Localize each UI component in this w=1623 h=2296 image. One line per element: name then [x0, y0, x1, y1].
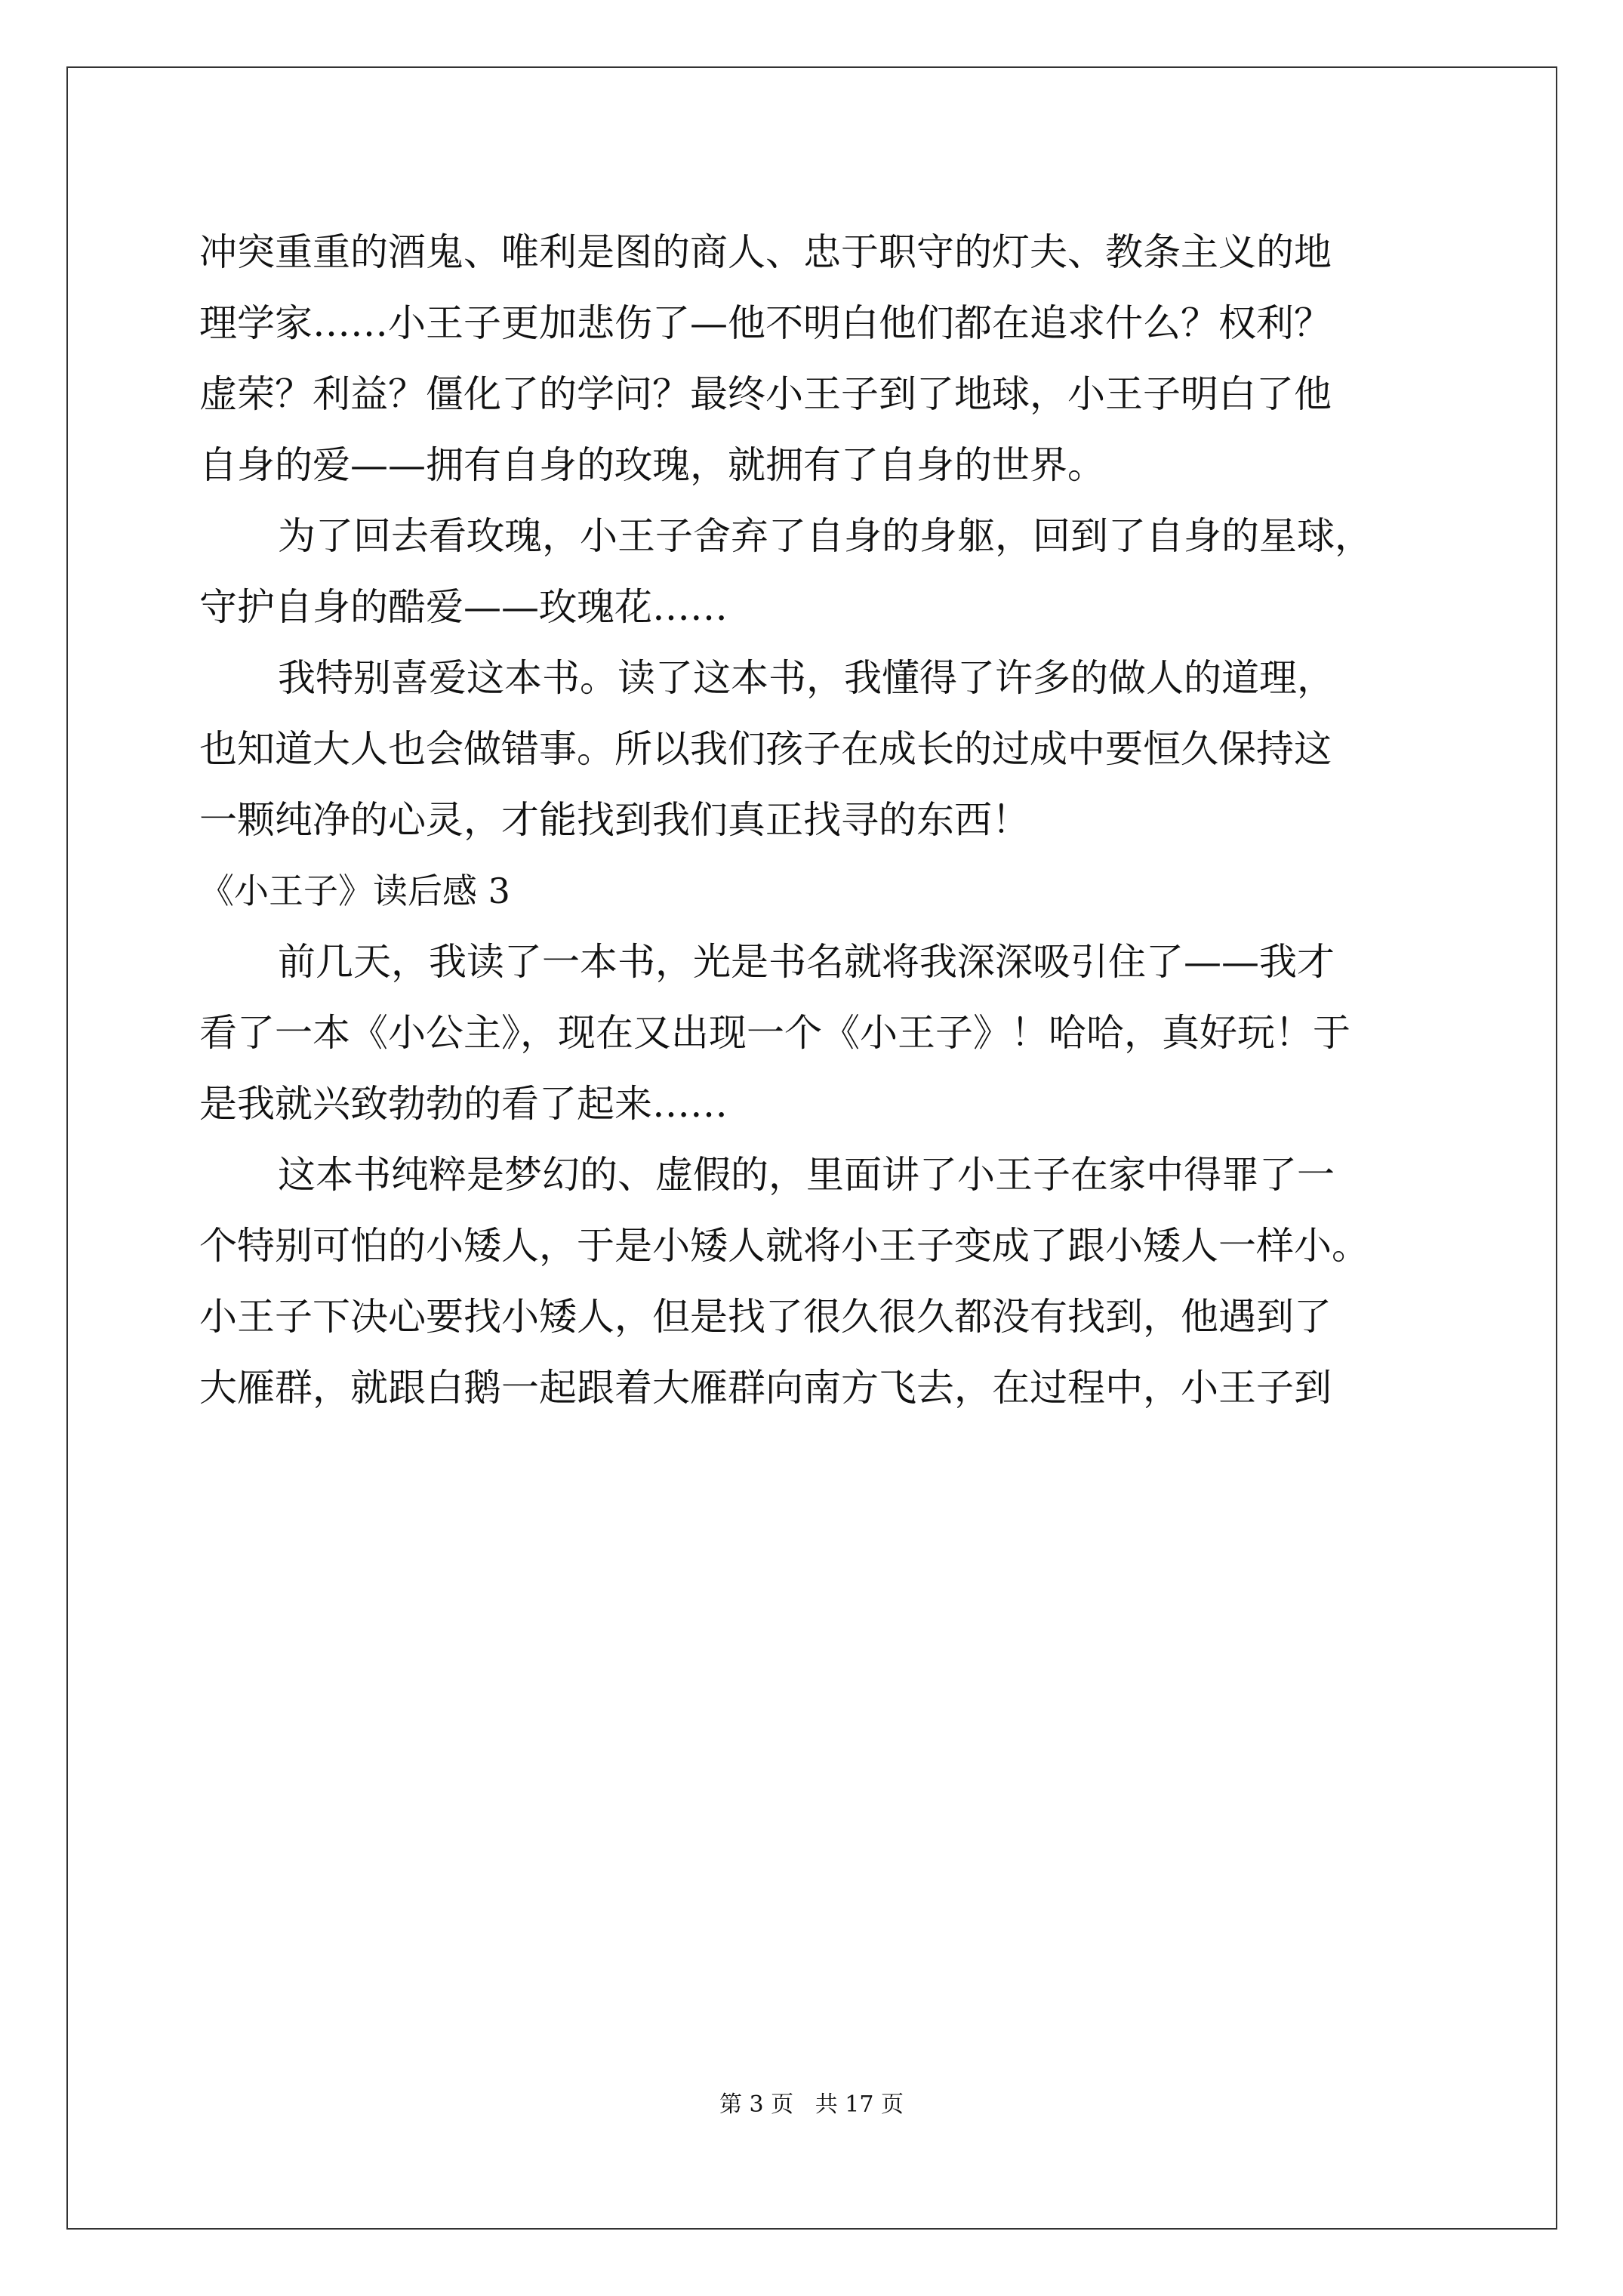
text-line: 虚荣？利益？僵化了的学问？最终小王子到了地球，小王子明白了他	[199, 372, 1332, 416]
page-number-footer: 第 3 页 共 17 页	[719, 2091, 904, 2118]
text-line: 个特别可怕的小矮人，于是小矮人就将小王子变成了跟小矮人一样小。	[199, 1224, 1369, 1268]
text-line: 也知道大人也会做错事。所以我们孩子在成长的过成中要恒久保持这	[199, 727, 1332, 771]
text-line: 看了一本《小公主》，现在又出现一个《小王子》！哈哈，真好玩！于	[199, 1011, 1350, 1055]
text-line: 是我就兴致勃勃的看了起来……	[199, 1082, 728, 1126]
text-line: 守护自身的酷爱——玫瑰花……	[199, 585, 728, 629]
text-line: 自身的爱——拥有自身的玫瑰，就拥有了自身的世界。	[199, 443, 1105, 487]
text-line: 我特别喜爱这本书。读了这本书，我懂得了许多的做人的道理，	[278, 656, 1335, 700]
text-line: 理学家……小王子更加悲伤了—他不明白他们都在追求什么？权利？	[199, 301, 1332, 345]
text-line: 为了回去看玫瑰，小王子舍弃了自身的身躯，回到了自身的星球，	[278, 514, 1372, 558]
text-line: 冲突重重的酒鬼、唯利是图的商人、忠于职守的灯夫、教条主义的地	[199, 230, 1332, 274]
section-heading: 《小王子》读后感 3	[199, 871, 510, 911]
text-line: 前几天，我读了一本书，光是书名就将我深深吸引住了——我才	[278, 940, 1335, 984]
text-line: 这本书纯粹是梦幻的、虚假的，里面讲了小王子在家中得罪了一	[278, 1153, 1335, 1197]
text-line: 一颗纯净的心灵，才能找到我们真正找寻的东西！	[199, 798, 1030, 842]
text-line: 小王子下决心要找小矮人，但是找了很久很久都没有找到，他遇到了	[199, 1295, 1332, 1339]
document-body	[199, 217, 1483, 1423]
text-line: 大雁群，就跟白鹅一起跟着大雁群向南方飞去，在过程中，小王子到	[199, 1366, 1332, 1410]
